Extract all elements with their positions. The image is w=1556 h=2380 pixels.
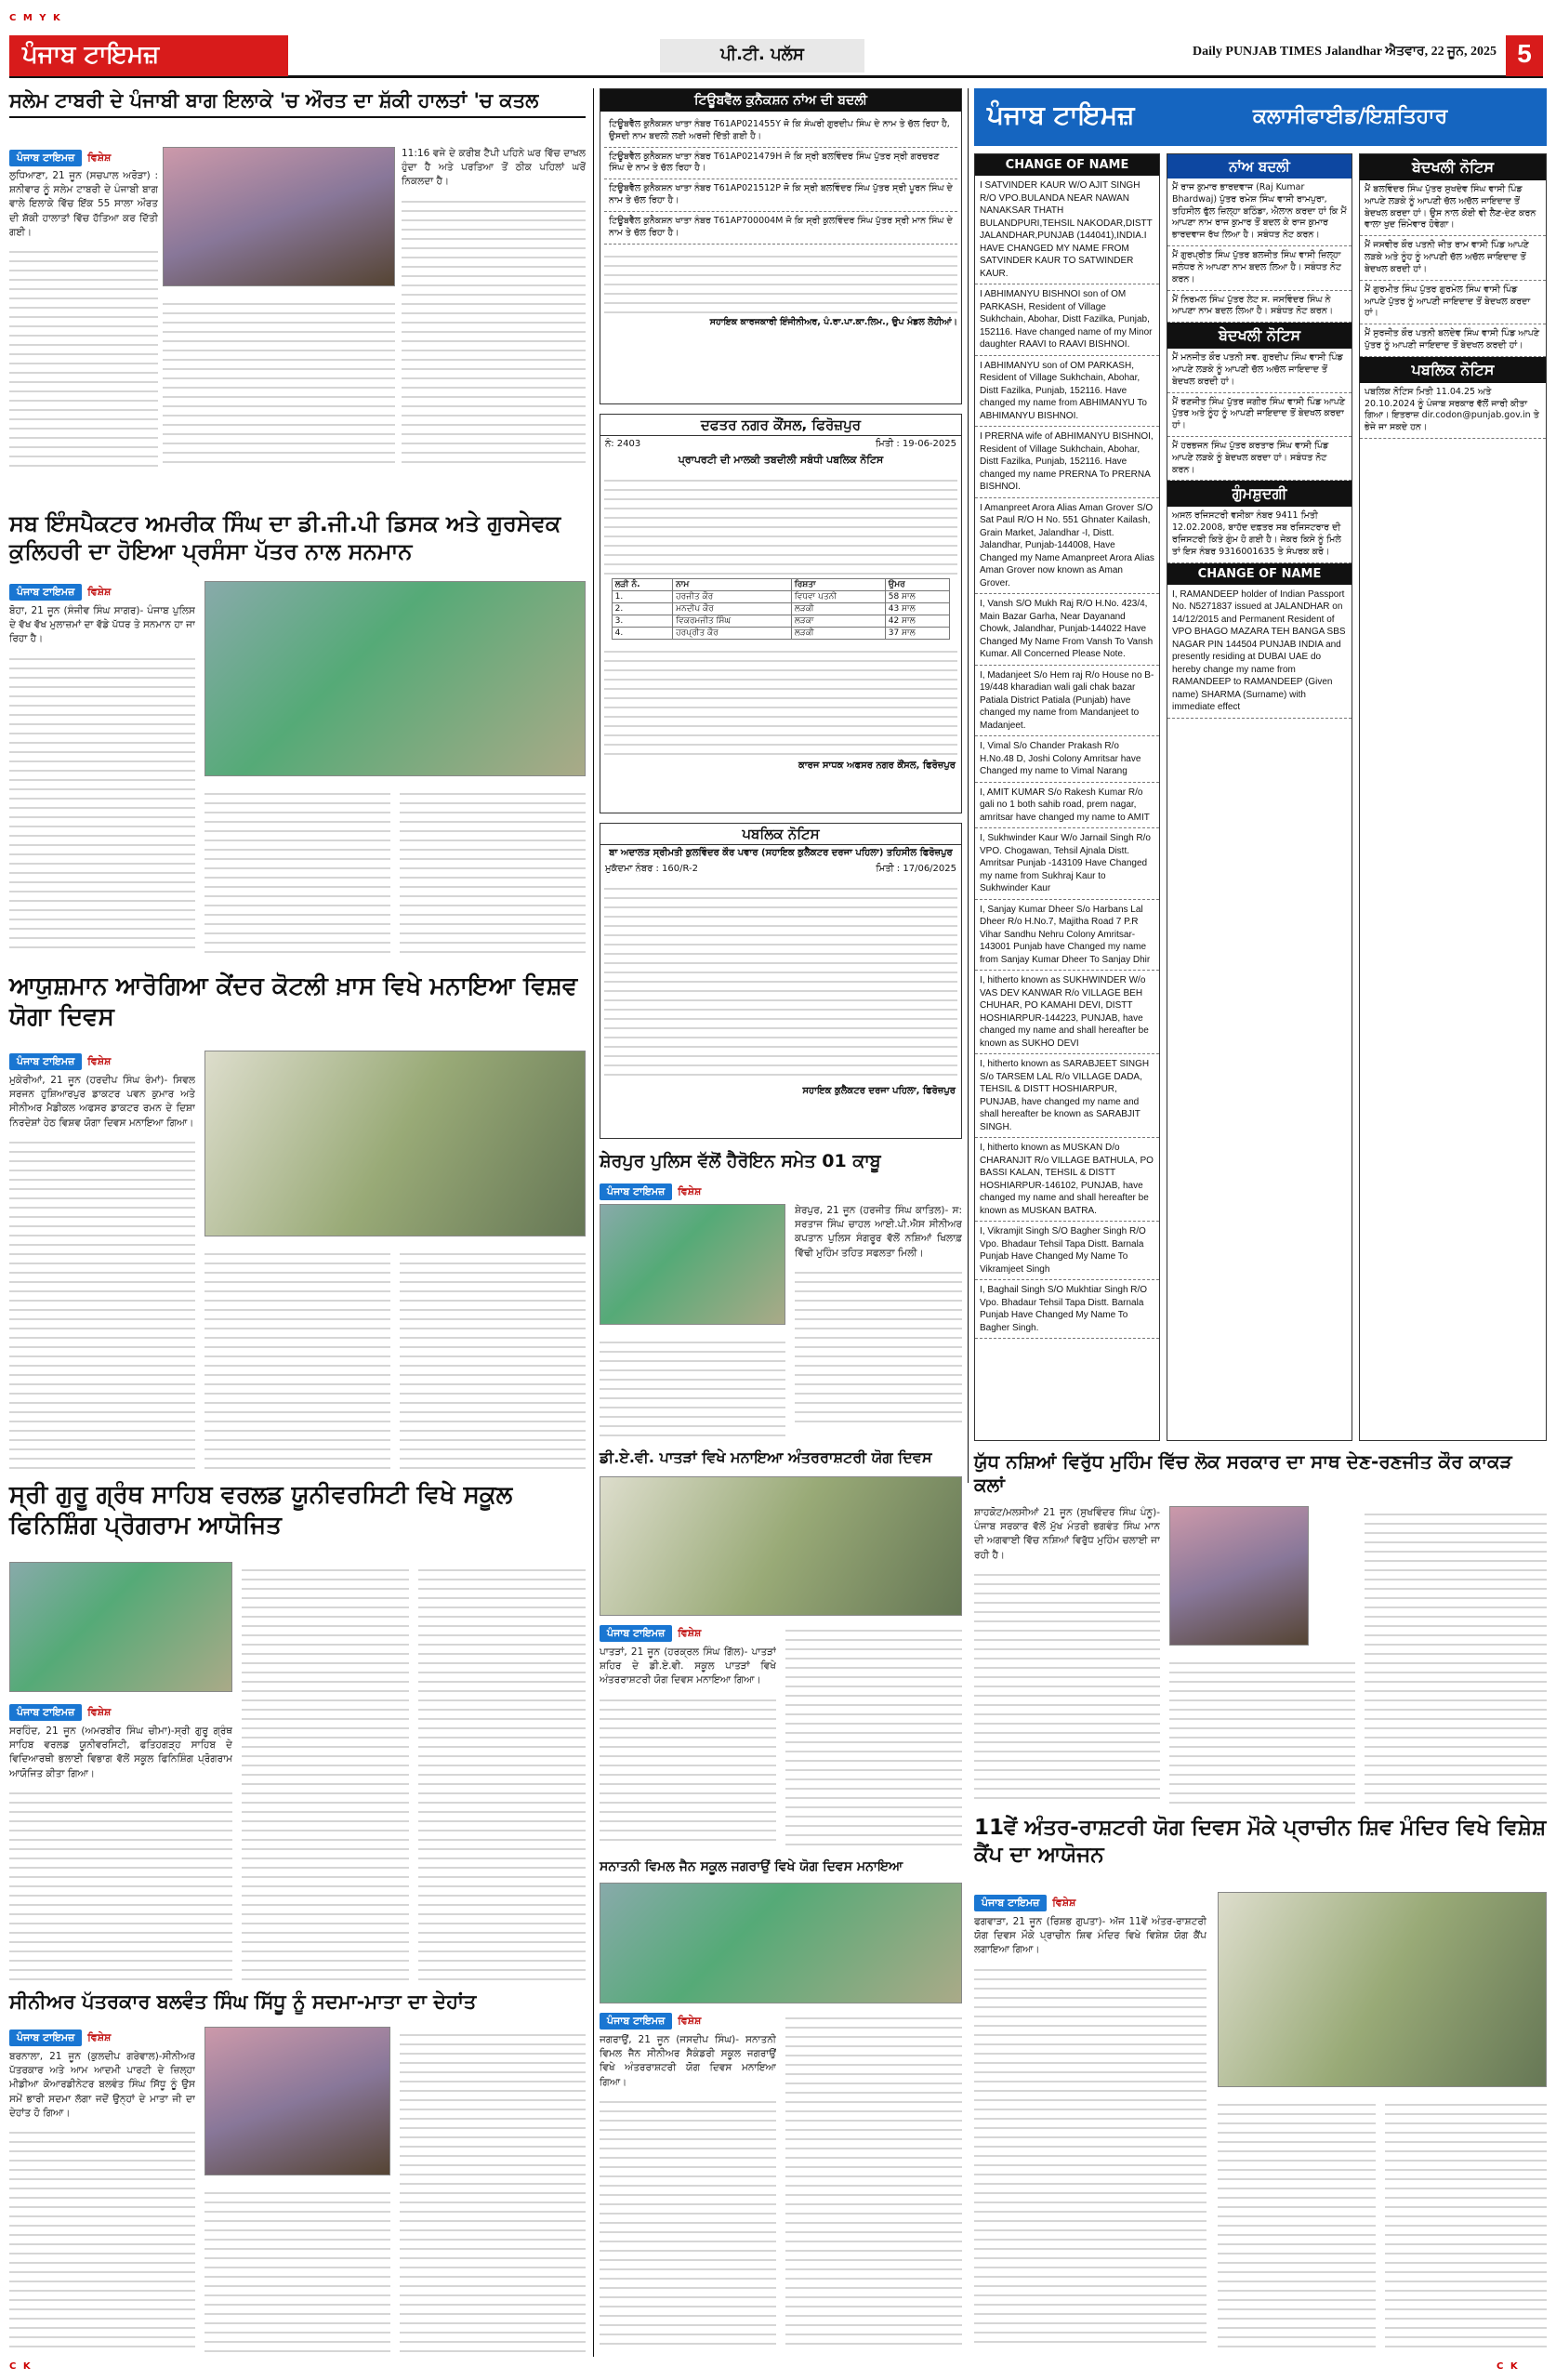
table-cell: 58 ਸਾਲ: [885, 591, 950, 603]
name-change-item: ਮੈਂ ਰਾਜ ਕੁਮਾਰ ਭਾਰਦਵਾਜ (Raj Kumar Bhardwaj) ਪੁੱਤਰ ਰਮੇਸ਼ ਸਿੰਘ ਵਾਸੀ ਰਾਮਪੁਰਾ, ਤਹਿਸੀਲ ਫੁੱਲ ਜ਼ਿਲ੍ਹਾ ਬਠਿੰਡਾ, ਐਲਾਨ ਕਰਦਾ ਹਾਂ ਕਿ ਮੈਂ ਆਪਣਾ ਨਾਮ ਰਾਜ ਕੁਮਾਰ ਤੋਂ ਬਦਲ ਕੇ ਰਾਜ ਕੁਮਾਰ ਭਾਰਦਵਾਜ ਰੱਖ ਲਿਆ ਹੈ। ਸਬੰਧਤ ਨੋਟ ਕਰਨ।: [1167, 178, 1352, 246]
classified-label: ਕਲਾਸੀਫਾਈਡ/ਇਸ਼ਤਿਹਾਰ: [1253, 105, 1448, 128]
municipal-notice-title: ਦਫਤਰ ਨਗਰ ਕੌਂਸਲ, ਫਿਰੋਜ਼ਪੁਰ: [600, 415, 961, 436]
article-1-lead: ਲੁਧਿਆਣਾ, 21 ਜੂਨ (ਸਚਪਾਲ ਅਰੋੜਾ) : ਸ਼ਨੀਵਾਰ ਨੂੰ ਸਲੇਮ ਟਾਬਰੀ ਦੇ ਪੰਜਾਬੀ ਬਾਗ ਵਾਲੇ ਇਲਾਕੇ ਵਿੱਚ ਇੱਕ 55 ਸਾਲਾ ਔਰਤ ਦੀ ਸ਼ੱਕੀ ਹਾਲਾਤਾਂ ਵਿੱਚ ਹੱਤਿਆ ਕਰ ਦਿੱਤੀ ਗਈ।: [9, 170, 158, 238]
article-10-text-col3: [1385, 2096, 1547, 2352]
change-of-name-item: I, hitherto known as SARABJEET SINGH S/o TARSEM LAL R/o VILLAGE DADA, TEHSIL & DISTT HOSHIARPUR, PUNJAB, have changed my name and shall hereafter be known as SARABJIT SINGH.: [975, 1054, 1159, 1138]
article-4-byline: [9, 1701, 232, 1721]
byline-badge: ਪੰਜਾਬ ਟਾਇਮਜ਼: [9, 150, 82, 166]
byline-tag: ਵਿਸ਼ੇਸ਼: [678, 1185, 702, 1197]
byline-tag: ਵਿਸ਼ੇਸ਼: [1052, 1897, 1076, 1909]
table-cell: 42 ਸਾਲ: [885, 615, 950, 628]
table-cell: ਲੜਕਾ: [791, 615, 885, 628]
municipal-notice-text-2: [604, 643, 957, 755]
change-of-name-item: I, Madanjeet S/o Hem raj R/o House no B-19/448 kharadian wali gali chak bazar Patiala District Patiala (Punjab) have changed my name from Mandanjeet to Madanjeet.: [975, 666, 1159, 737]
public-notice-item: ਪਬਲਿਕ ਨੋਟਿਸ ਮਿਤੀ 11.04.25 ਅਤੇ 20.10.2024 ਨੂੰ ਪੰਜਾਬ ਸਰਕਾਰ ਵੱਲੋਂ ਜਾਰੀ ਕੀਤਾ ਗਿਆ। ਇਤਰਾਜ਼ dir.codon@punjab.gov.in ਤੇ ਭੇਜੇ ਜਾ ਸਕਦੇ ਹਨ।: [1360, 383, 1546, 439]
municipal-notice-signature: ਕਾਰਜ ਸਾਧਕ ਅਫਸਰ ਨਗਰ ਕੌਂਸਲ, ਫਿਰੋਜ਼ਪੁਰ: [798, 760, 956, 771]
article-6-byline: [600, 1181, 962, 1200]
name-change-list: [1167, 178, 1352, 323]
tubewell-item: ਟਿਊਬਵੈੱਲ ਕੁਨੈਕਸ਼ਨ ਖਾਤਾ ਨੰਬਰ T61AP700004M ਜੋ ਕਿ ਸ੍ਰੀ ਕੁਲਵਿੰਦਰ ਸਿੰਘ ਪੁੱਤਰ ਸ੍ਰੀ ਮਾਨ ਸਿੰਘ ਦੇ ਨਾਮ ਤੇ ਚੱਲ ਰਿਹਾ ਹੈ।: [604, 212, 957, 245]
article-9-title: ਯੁੱਧ ਨਸ਼ਿਆਂ ਵਿਰੁੱਧ ਮੁਹਿੰਮ ਵਿੱਚ ਲੋਕ ਸਰਕਾਰ ਦਾ ਸਾਥ ਦੇਣ-ਰਣਜੀਤ ਕੌਰ ਕਾਕੜ ਕਲਾਂ: [974, 1450, 1512, 1496]
article-7: [600, 1448, 962, 1467]
table-cell: 43 ਸਾਲ: [885, 603, 950, 615]
name-change-item: ਮੈਂ ਗੁਰਪ੍ਰੀਤ ਸਿੰਘ ਪੁੱਤਰ ਬਲਜੀਤ ਸਿੰਘ ਵਾਸੀ ਜ਼ਿਲ੍ਹਾ ਜਲੰਧਰ ਨੇ ਆਪਣਾ ਨਾਮ ਬਦਲ ਲਿਆ ਹੈ। ਸਬੰਧਤ ਨੋਟ ਕਰਨ।: [1167, 246, 1352, 290]
change-of-name-item: I, AMIT KUMAR S/o Rakesh Kumar R/o gali no 1 both sahib road, prem nagar, amritsar have changed my name to AMIT: [975, 783, 1159, 829]
court-case-number: ਮੁਕੱਦਮਾ ਨੰਬਰ : 160/R-2: [605, 864, 699, 874]
article-4-text-col3: [418, 1562, 586, 1980]
article-9-body: [974, 1506, 1160, 1804]
article-7-photo: [600, 1476, 962, 1616]
article-3: [9, 972, 586, 1032]
article-1-title: ਸਲੇਮ ਟਾਬਰੀ ਦੇ ਪੰਜਾਬੀ ਬਾਗ ਇਲਾਕੇ 'ਚ ਔਰਤ ਦਾ ਸ਼ੱਕੀ ਹਾਲਤਾਂ 'ਚ ਕਤਲ: [9, 88, 586, 118]
article-10: [974, 1815, 1547, 1869]
table-row: [612, 628, 950, 640]
article-8-body: [600, 2033, 776, 2352]
article-3-text-col3: [400, 1246, 586, 1469]
name-change-heading: ਨਾਂਅ ਬਦਲੀ: [1167, 154, 1352, 178]
municipal-notice-subtitle: ਪ੍ਰਾਪਰਟੀ ਦੀ ਮਾਲਕੀ ਤਬਦੀਲੀ ਸਬੰਧੀ ਪਬਲਿਕ ਨੋਟਿਸ: [678, 454, 884, 466]
tubewell-notice-title: ਟਿਊਬਵੈੱਲ ਕੁਨੈਕਸ਼ਨ ਨਾਂਅ ਦੀ ਬਦਲੀ: [600, 89, 961, 112]
table-cell: ਹਰਪ੍ਰੀਤ ਕੌਰ: [673, 628, 792, 640]
byline-badge: ਪੰਜਾਬ ਟਾਇਮਜ਼: [9, 1053, 82, 1070]
tubewell-item: ਟਿਊਬਵੈੱਲ ਕੁਨੈਕਸ਼ਨ ਖਾਤਾ ਨੰਬਰ T61AP021455Y ਜੋ ਕਿ ਸੰਘਰੀ ਗੁਰਦੀਪ ਸਿੰਘ ਦੇ ਨਾਮ ਤੇ ਚੱਲ ਰਿਹਾ ਹੈ, ਉਸਦੀ ਨਾਮ ਬਦਲੀ ਲਈ ਅਰਜ਼ੀ ਦਿੱਤੀ ਗਈ ਹੈ।: [604, 115, 957, 148]
name-change-item: ਮੈਂ ਨਿਰਮਲ ਸਿੰਘ ਪੁੱਤਰ ਲੇਟ ਸ. ਜਸਵਿੰਦਰ ਸਿੰਘ ਨੇ ਆਪਣਾ ਨਾਮ ਬਦਲ ਲਿਆ ਹੈ। ਸਬੰਧਤ ਨੋਟ ਕਰਨ।: [1167, 291, 1352, 324]
eviction-item: ਮੈਂ ਗੁਰਮੀਤ ਸਿੰਘ ਪੁੱਤਰ ਗੁਰਮੇਲ ਸਿੰਘ ਵਾਸੀ ਪਿੰਡ ਆਪਣੇ ਪੁੱਤਰ ਨੂੰ ਆਪਣੀ ਜਾਇਦਾਦ ਤੋਂ ਬੇਦਖਲ ਕਰਦਾ ਹਾਂ।: [1360, 281, 1546, 324]
article-2-lead: ਬੋਹਾ, 21 ਜੂਨ (ਸੰਜੀਵ ਸਿੰਘ ਸਾਗਰ)- ਪੰਜਾਬ ਪੁਲਿਸ ਦੇ ਵੱਖ ਵੱਖ ਮੁਲਾਜ਼ਮਾਂ ਦਾ ਵੱਡੇ ਪੱਧਰ ਤੇ ਸਨਮਾਨ ਹਾ ਜਾ ਰਿਹਾ ਹੈ।: [9, 605, 195, 645]
table-cell: 4.: [612, 628, 673, 640]
article-3-body: [9, 1074, 195, 1469]
missing-list: [1167, 507, 1352, 562]
eviction-item: ਮੈਂ ਜਸਵੀਰ ਕੌਰ ਪਤਨੀ ਜੀਤ ਰਾਮ ਵਾਸੀ ਪਿੰਡ ਆਪਣੇ ਲੜਕੇ ਅਤੇ ਨੂੰਹ ਨੂੰ ਆਪਣੀ ਚੱਲ ਅਚੱਲ ਜਾਇਦਾਦ ਤੋਂ ਬੇਦਖਲ ਕਰਦੀ ਹਾਂ।: [1360, 236, 1546, 280]
municipal-heirs-table: [612, 578, 951, 640]
change-of-name-item: I, RAMANDEEP holder of Indian Passport No. N5271837 issued at JALANDHAR on 14/12/2015 and Permanent Resident of VPO BHAGO MAZARA TEH BANGA SBS NAGAR PIN 144504 PUNJAB INDIA and presently residing at DUBAI UAE do hereby change my name from RAMANDEEP to RAMANDEEP (Given name) SHARMA (Surname) with immediate effect: [1167, 585, 1352, 719]
article-8-title: ਸਨਾਤਨੀ ਵਿਮਲ ਜੈਨ ਸਕੂਲ ਜਗਰਾਉਂ ਵਿਖੇ ਯੋਗ ਦਿਵਸ ਮਨਾਇਆ: [600, 1859, 903, 1874]
classified-col-name-change: [1167, 153, 1352, 1441]
table-cell: ਲੜਕੀ: [791, 603, 885, 615]
page-number: 5: [1506, 35, 1543, 76]
change-of-name-item: I SATVINDER KAUR W/O AJIT SINGH R/O VPO.BULANDA NEAR NAWAN NANAKSAR THATH BULANDPURI,TEHSIL NAKODAR,DISTT JALANDHAR,PUNJAB (144041),INDIA.I HAVE CHANGED MY NAME FROM SATVINDER KAUR TO SATWINDER KAUR.: [975, 176, 1159, 284]
article-2-text-col2: [204, 786, 390, 958]
article-2-photo-police: [204, 581, 586, 776]
eviction-notice-heading: ਬੇਦਖਲੀ ਨੋਟਿਸ: [1360, 154, 1546, 180]
registration-marks: C M Y K: [9, 13, 62, 23]
table-cell: 3.: [612, 615, 673, 628]
paper-logo: ਪੰਜਾਬ ਟਾਇਮਜ਼: [9, 35, 288, 76]
change-of-name-item: I, Baghail Singh S/O Mukhtiar Singh R/O Vpo. Bhadaur Tehsil Tapa Distt. Barnala Punjab Have Changed My Name To Bagher Singh.: [975, 1280, 1159, 1339]
masthead: [9, 35, 1543, 78]
article-1-text-block: [9, 244, 158, 467]
change-of-name-item: I ABHIMANYU BISHNOI son of OM PARKASH, Resident of Village Sukhchain, Abohar, Distt Fazilka, Punjab, 152116. Have changed name of my Minor daughter RAAVI to RAAVI BISHNOI.: [975, 284, 1159, 356]
court-case-ref: [600, 861, 961, 877]
table-cell: ਮਨਦੀਪ ਕੌਰ: [673, 603, 792, 615]
article-5-text-col2: [204, 2185, 390, 2352]
article-8-text-col2: [785, 2010, 962, 2352]
article-5-text-block: [9, 2124, 195, 2352]
table-header: ਰਿਸ਼ਤਾ: [791, 579, 885, 591]
change-of-name-item: I, Vansh S/O Mukh Raj R/O H.No. 423/4, Main Bazar Garha, Near Dayanand Chowk, Jalandhar, Punjab-144022 Have Changed My Name From Vansh To Vansh Kumar. All Concerned Please Note.: [975, 594, 1159, 666]
article-8: [600, 1859, 962, 1876]
article-3-photo-yoga: [204, 1051, 586, 1236]
change-of-name-item: I, hitherto known as MUSKAN D/o CHARANJIT R/o VILLAGE BATHULA, PO BASSI KALAN, TEHSIL & DISTT HOSHIARPUR-146102, PUNJAB, have changed my name and shall hereafter be known as MUSKAN BATRA.: [975, 1138, 1159, 1222]
table-header: ਉਮਰ: [885, 579, 950, 591]
tubewell-signature: ਸਹਾਇਕ ਕਾਰਜਕਾਰੀ ਇੰਜੀਨੀਅਰ, ਪੰ.ਰਾ.ਪਾ.ਕਾ.ਲਿਮ., ਉਪ ਮੰਡਲ ਲੋਹੀਆਂ।: [709, 316, 957, 327]
article-10-byline: [974, 1892, 1207, 1911]
table-header: ਨਾਮ: [673, 579, 792, 591]
article-10-photo: [1218, 1892, 1547, 2087]
article-6-text-col1: [600, 1334, 785, 1436]
byline-badge: ਪੰਜਾਬ ਟਾਇਮਜ਼: [9, 2030, 82, 2046]
eviction-list-a: [1360, 180, 1546, 357]
article-2-byline: [9, 581, 195, 601]
municipal-notice-text: [604, 472, 957, 575]
article-3-text-block: [9, 1134, 195, 1469]
change-of-name-item: I, hitherto known as SUKHWINDER W/o VAS DEV KANWAR R/o VILLAGE BEH CHUHAR, PO KAMAHI DEVI, DISTT HOSHIARPUR-144223, PUNJAB, have changed my name and shall hereafter be known as SUKHO DEVI: [975, 971, 1159, 1054]
change-of-name-item: I, Vikramjit Singh S/O Bagher Singh R/O Vpo. Bhadaur Tehsil Tapa Distt. Barnala Punjab Have Changed My Name To Vikramjeet Singh: [975, 1222, 1159, 1280]
eviction-item: ਮੈਂ ਬਲਵਿੰਦਰ ਸਿੰਘ ਪੁੱਤਰ ਸੁਖਦੇਵ ਸਿੰਘ ਵਾਸੀ ਪਿੰਡ ਆਪਣੇ ਲੜਕੇ ਨੂੰ ਆਪਣੀ ਚੱਲ ਅਚੱਲ ਜਾਇਦਾਦ ਤੋਂ ਬੇਦਖਲ ਕਰਦਾ ਹਾਂ। ਉਸ ਨਾਲ ਕੋਈ ਵੀ ਲੈਣ-ਦੇਣ ਕਰਨ ਵਾਲਾ ਖੁਦ ਜ਼ਿੰਮੇਵਾਰ ਹੋਵੇਗਾ।: [1360, 180, 1546, 236]
tubewell-item: ਟਿਊਬਵੈੱਲ ਕੁਨੈਕਸ਼ਨ ਖਾਤਾ ਨੰਬਰ T61AP021479H ਜੋ ਕਿ ਸ੍ਰੀ ਬਲਵਿੰਦਰ ਸਿੰਘ ਪੁੱਤਰ ਸ੍ਰੀ ਗਰਚਰਣ ਸਿੰਘ ਦੇ ਨਾਮ ਤੇ ਚੱਲ ਰਿਹਾ ਹੈ।: [604, 148, 957, 180]
byline-tag: ਵਿਸ਼ੇਸ਼: [678, 2015, 702, 2027]
byline-badge: ਪੰਜਾਬ ਟਾਇਮਜ਼: [600, 1183, 672, 1200]
article-4-body: [9, 1725, 232, 1980]
byline-tag: ਵਿਸ਼ੇਸ਼: [87, 1706, 112, 1718]
eviction-list-b: [1167, 349, 1352, 481]
municipal-notice-number: ਨੰ: 2403: [605, 439, 641, 449]
article-4-photo: [9, 1562, 232, 1692]
article-10-text-col2: [1218, 2096, 1376, 2352]
registration-marks-bottom-left: C K: [9, 2361, 33, 2372]
article-1-photo-victim: [163, 147, 395, 286]
public-notice-heading: ਪਬਲਿਕ ਨੋਟਿਸ: [1360, 357, 1546, 383]
article-7-text-col2: [785, 1622, 962, 1850]
public-notice-body: [1360, 383, 1546, 439]
court-name: ਬਾ ਅਦਾਲਤ ਸ੍ਰੀਮਤੀ ਕੁਲਵਿੰਦਰ ਕੌਰ ਪਵਾਰ (ਸਹਾਇਕ ਕੁਲੈਕਟਰ ਦਰਜਾ ਪਹਿਲਾ) ਤਹਿਸੀਲ ਫਿਰੋਜ਼ਪੁਰ: [609, 848, 953, 858]
classified-logo: ਪੰਜਾਬ ਟਾਇਮਜ਼: [987, 99, 1135, 130]
byline-badge: ਪੰਜਾਬ ਟਾਇਮਜ਼: [9, 1704, 82, 1721]
byline-badge: ਪੰਜਾਬ ਟਾਇਮਜ਼: [9, 584, 82, 601]
article-1-text-col3: [402, 193, 586, 467]
article-2: [9, 509, 586, 565]
article-6-lead: ਸ਼ੇਰਪੁਰ, 21 ਜੂਨ (ਹਰਜੀਤ ਸਿੰਘ ਕਾਤਿਲ)- ਸ: ਸਰਤਾਜ ਸਿੰਘ ਚਾਹਲ ਆਈ.ਪੀ.ਐਸ ਸੀਨੀਅਰ ਕਪਤਾਨ ਪੁਲਿਸ ਸੰਗਰੂਰ ਵੱਲੋਂ ਨਸ਼ਿਆਂ ਖਿਲਾਫ਼ ਵਿੱਢੀ ਮੁਹਿੰਮ ਤਹਿਤ ਸਫਲਤਾ ਮਿਲੀ।: [795, 1205, 962, 1259]
tubewell-item: ਟਿਊਬਵੈੱਲ ਕੁਨੈਕਸ਼ਨ ਖਾਤਾ ਨੰਬਰ T61AP021512P ਜੋ ਕਿ ਸ੍ਰੀ ਬਲਵਿੰਦਰ ਸਿੰਘ ਪੁੱਤਰ ਸ੍ਰੀ ਪੂਰਨ ਸਿੰਘ ਦੇ ਨਾਮ ਤੇ ਚੱਲ ਰਿਹਾ ਹੈ।: [604, 179, 957, 212]
table-row: [612, 591, 950, 603]
eviction-item: ਮੈਂ ਹਰਭਜਨ ਸਿੰਘ ਪੁੱਤਰ ਕਰਤਾਰ ਸਿੰਘ ਵਾਸੀ ਪਿੰਡ ਆਪਣੇ ਲੜਕੇ ਨੂੰ ਬੇਦਖਲ ਕਰਦਾ ਹਾਂ। ਸਬੰਧਤ ਨੋਟ ਕਰਨ।: [1167, 437, 1352, 481]
classified-col-change-of-name: [974, 153, 1160, 1441]
table-row: [612, 603, 950, 615]
article-5-photo-mother: [204, 2027, 390, 2175]
article-9-text-block: [974, 1567, 1160, 1799]
article-2-text-block: [9, 651, 195, 948]
article-2-body: [9, 604, 195, 958]
change-of-name-list: [975, 176, 1159, 1339]
byline-tag: ਵਿਸ਼ੇਸ਼: [87, 1055, 112, 1067]
article-8-byline: [600, 2010, 785, 2030]
byline-tag: ਵਿਸ਼ੇਸ਼: [87, 586, 112, 598]
article-7-title: ਡੀ.ਏ.ਵੀ. ਪਾਤੜਾਂ ਵਿਖੇ ਮਨਾਇਆ ਅੰਤਰਰਾਸ਼ਟਰੀ ਯੋਗ ਦਿਵਸ: [600, 1448, 932, 1466]
section-tag: ਪੀ.ਟੀ. ਪਲੱਸ: [660, 39, 864, 73]
article-8-photo: [600, 1883, 962, 2003]
article-7-lead: ਪਾਤੜਾਂ, 21 ਜੂਨ (ਹਰਕ੍ਰਲ ਸਿੰਘ ਗਿੱਲ)- ਪਾਤੜਾਂ ਸ਼ਹਿਰ ਦੇ ਡੀ.ਏ.ਵੀ. ਸਕੂਲ ਪਾਤੜਾਂ ਵਿਖੇ ਅੰਤਰਰਾਸ਼ਟਰੀ ਯੋਗ ਦਿਵਸ ਮਨਾਇਆ ਗਿਆ।: [600, 1646, 776, 1686]
article-1-text-col2: [163, 296, 395, 467]
municipal-notice-date: ਮਿਤੀ : 19-06-2025: [875, 439, 956, 449]
article-7-text-block: [600, 1692, 776, 1841]
article-1: [9, 88, 586, 118]
article-9: [974, 1450, 1547, 1497]
article-9-lead: ਸ਼ਾਹਕੋਟ/ਮਲਸੀਆਂ 21 ਜੂਨ (ਸੁਖਵਿੰਦਰ ਸਿੰਘ ਪੰਨੂ)-ਪੰਜਾਬ ਸਰਕਾਰ ਵੱਲੋਂ ਮੁੱਖ ਮੰਤਰੀ ਭਗਵੰਤ ਸਿੰਘ ਮਾਨ ਦੀ ਅਗਵਾਈ ਵਿੱਚ ਨਸ਼ਿਆਂ ਵਿਰੁੱਧ ਮੁਹਿੰਮ ਚਲਾਈ ਜਾ ਰਹੀ ਹੈ।: [974, 1507, 1160, 1561]
byline-badge: ਪੰਜਾਬ ਟਾਇਮਜ਼: [600, 1625, 672, 1642]
article-5-text-col3: [400, 2027, 586, 2352]
change-of-name-item: I, Sukhwinder Kaur W/o Jarnail Singh R/o VPO. Chogawan, Tehsil Ajnala Distt. Amritsar Punjab -143109 Have Changed my name from Sukhraj Kaur to Sukhwinder Kaur: [975, 828, 1159, 900]
article-5-body: [9, 2050, 195, 2352]
article-10-lead: ਫਗਵਾੜਾ, 21 ਜੂਨ (ਰਿਸ਼ਭ ਗੁਪਤਾ)- ਅੱਜ 11ਵੇਂ ਅੰਤਰ-ਰਾਸ਼ਟਰੀ ਯੋਗ ਦਿਵਸ ਮੌਕੇ ਪ੍ਰਾਚੀਨ ਸ਼ਿਵ ਮੰਦਿਰ ਵਿਖੇ ਵਿਸ਼ੇਸ਼ ਯੋਗ ਕੈਂਪ ਲਗਾਇਆ ਗਿਆ।: [974, 1916, 1207, 1956]
article-7-body: [600, 1646, 776, 1850]
dateline: Daily PUNJAB TIMES Jalandhar ਐਤਵਾਰ, 22 ਜੂਨ, 2025: [1193, 45, 1497, 59]
article-10-title: 11ਵੇਂ ਅੰਤਰ-ਰਾਸ਼ਟਰੀ ਯੋਗ ਦਿਵਸ ਮੌਕੇ ਪ੍ਰਾਚੀਨ ਸ਼ਿਵ ਮੰਦਿਰ ਵਿਖੇ ਵਿਸ਼ੇਸ਼ ਕੈਂਪ ਦਾ ਆਯੋਜਨ: [974, 1816, 1547, 1867]
byline-tag: ਵਿਸ਼ੇਸ਼: [87, 2031, 112, 2043]
article-2-text-col3: [400, 786, 586, 958]
article-5-lead: ਬਰਨਾਲਾ, 21 ਜੂਨ (ਕੁਲਦੀਪ ਗਰੇਵਾਲ)-ਸੀਨੀਅਰ ਪੱਤਰਕਾਰ ਅਤੇ ਆਮ ਆਦਮੀ ਪਾਰਟੀ ਦੇ ਜ਼ਿਲ੍ਹਾ ਮੀਡੀਆ ਕੋਆਰਡੀਨੇਟਰ ਬਲਵੰਤ ਸਿੰਘ ਸਿੱਧੂ ਨੂੰ ਉਸ ਸਮੇਂ ਭਾਰੀ ਸਦਮਾ ਲੱਗਾ ਜਦੋਂ ਉਨ੍ਹਾਂ ਦੇ ਮਾਤਾ ਜੀ ਦਾ ਦੇਹਾਂਤ ਹੋ ਗਿਆ।: [9, 2051, 195, 2119]
table-row: [612, 615, 950, 628]
table-cell: 2.: [612, 603, 673, 615]
article-5-byline: [9, 2027, 195, 2046]
eviction-item: ਮੈਂ ਰਣਜੀਤ ਸਿੰਘ ਪੁੱਤਰ ਜਗੀਰ ਸਿੰਘ ਵਾਸੀ ਪਿੰਡ ਆਪਣੇ ਪੁੱਤਰ ਅਤੇ ਨੂੰਹ ਨੂੰ ਆਪਣੀ ਜਾਇਦਾਦ ਤੋਂ ਬੇਦਖਲ ਕਰਦਾ ਹਾਂ।: [1167, 393, 1352, 437]
change-of-name-item: I, Sanjay Kumar Dheer S/o Harbans Lal Dheer R/o H.No.7, Majitha Road 7 P.R Vihar Sandhu Nehru Colony Amritsar-143001 Punjab have Changed my name from Sanjay Kumar Dheer To Sanjay Dhir: [975, 900, 1159, 972]
missing-item: ਅਸਲ ਰਜਿਸਟਰੀ ਵਸੀਕਾ ਨੰਬਰ 9411 ਮਿਤੀ 12.02.2008, ਬਾਹੱਦ ਦਫ਼ਤਰ ਸਬ ਰਜਿਸਟਰਾਰ ਦੀ ਰਜਿਸਟਰੀ ਕਿਤੇ ਗੁੰਮ ਹੋ ਗਈ ਹੈ। ਜੇਕਰ ਕਿਸੇ ਨੂੰ ਮਿਲੇ ਤਾਂ ਇਸ ਨੰਬਰ 9316001635 ਤੇ ਸੰਪਰਕ ਕਰੋ।: [1167, 507, 1352, 562]
table-cell: ਹਰਜੀਤ ਕੌਰ: [673, 591, 792, 603]
municipal-notice-ref: [600, 436, 961, 452]
article-4-text-block: [9, 1785, 232, 1980]
article-1-col3: [402, 147, 586, 467]
court-case-date: ਮਿਤੀ : 17/06/2025: [876, 864, 956, 874]
article-10-body: [974, 1915, 1207, 2352]
article-6-body: [795, 1204, 962, 1436]
municipal-notice: [600, 414, 962, 813]
article-9-text-col2: [1169, 1655, 1355, 1804]
article-1-more: 11:16 ਵਜੇ ਦੇ ਕਰੀਬ ਟੈਪੀ ਪਹਿਨੇ ਘਰ ਵਿੱਚ ਦਾਖਲ ਹੁੰਦਾ ਹੈ ਅਤੇ ਪਰਤਿਆ ਤੋਂ ਠੀਕ ਪਹਿਲਾਂ ਘਰੋਂ ਨਿਕਲਦਾ ਹੈ।: [402, 148, 586, 188]
article-4: [9, 1480, 586, 1540]
table-header: ਲੜੀ ਨੰ.: [612, 579, 673, 591]
article-6: [600, 1151, 962, 1173]
change-of-name-item: I Amanpreet Arora Alias Aman Grover S/O Sat Paul R/O H No. 551 Ghnater Kailash, Grain Market, Jalandhar -I, Distt. Jalandhar, Punjab-144008, Have Changed my Name Amanpreet Arora Alias Aman Grover now known as Aman Grover.: [975, 498, 1159, 595]
table-cell: ਵਿਧਵਾ ਪਤਨੀ: [791, 591, 885, 603]
article-5-title: ਸੀਨੀਅਰ ਪੱਤਰਕਾਰ ਬਲਵੰਤ ਸਿੰਘ ਸਿੱਧੂ ਨੂੰ ਸਦਮਾ-ਮਾਤਾ ਦਾ ਦੇਹਾਂਤ: [9, 1990, 477, 2013]
table-cell: ਵਿਕਰਮਜੀਤ ਸਿੰਘ: [673, 615, 792, 628]
court-notice-title: ਪਬਲਿਕ ਨੋਟਿਸ: [600, 824, 961, 845]
article-9-text-col3: [1365, 1506, 1547, 1804]
classified-banner: [974, 88, 1547, 146]
article-8-text-block: [600, 2094, 776, 2352]
column-divider: [968, 88, 969, 1483]
article-3-lead: ਮੁਕੇਰੀਆਂ, 21 ਜੂਨ (ਹਰਦੀਪ ਸਿੰਘ ਰੰਮਾਂ)- ਸਿਵਲ ਸਰਜਨ ਹੁਸ਼ਿਆਰਪੁਰ ਡਾਕਟਰ ਪਵਨ ਕੁਮਾਰ ਅਤੇ ਸੀਨੀਅਰ ਮੈਡੀਕਲ ਅਫਸਰ ਡਾਕਟਰ ਰਮਨ ਦੇ ਦਿਸ਼ਾ ਨਿਰਦੇਸ਼ਾਂ ਹੇਠ ਵਿਸ਼ਵ ਯੋਗਾ ਦਿਵਸ ਮਨਾਇਆ ਗਿਆ।: [9, 1075, 195, 1129]
tubewell-notice-items: [600, 112, 961, 332]
table-cell: ਲੜਕੀ: [791, 628, 885, 640]
column-divider: [593, 88, 594, 2357]
missing-heading: ਗੁੰਮਸ਼ੁਦਗੀ: [1167, 481, 1352, 507]
change-of-name-item: I PRERNA wife of ABHIMANYU BISHNOI, Resident of Village Sukhchain, Abohar, Distt Fazilka, Punjab, 152116. Have changed my name PRERNA To PRERNA BISHNOI.: [975, 427, 1159, 498]
article-10-text-block: [974, 1962, 1207, 2343]
article-7-byline: [600, 1622, 785, 1642]
article-9-photo: [1169, 1506, 1309, 1646]
tubewell-extra-text: [604, 248, 957, 313]
eviction-notice-heading: ਬੇਦਖਲੀ ਨੋਟਿਸ: [1167, 323, 1352, 349]
change-of-name-list-2: [1167, 585, 1352, 719]
article-3-title: ਆਯੁਸ਼ਮਾਨ ਆਰੋਗਿਆ ਕੇਂਦਰ ਕੋਟਲੀ ਖ਼ਾਸ ਵਿਖੇ ਮਨਾਇਆ ਵਿਸ਼ਵ ਯੋਗਾ ਦਿਵਸ: [9, 972, 578, 1031]
court-notice-text: [604, 880, 957, 1080]
registration-marks-bottom-right: C K: [1497, 2361, 1520, 2372]
tubewell-notice: [600, 88, 962, 404]
article-6-title: ਸ਼ੇਰਪੁਰ ਪੁਲਿਸ ਵੱਲੋਂ ਹੈਰੋਇਨ ਸਮੇਤ 01 ਕਾਬੂ: [600, 1151, 881, 1171]
byline-badge: ਪੰਜਾਬ ਟਾਇਮਜ਼: [600, 2013, 672, 2030]
article-2-title: ਸਬ ਇੰਸਪੈਕਟਰ ਅਮਰੀਕ ਸਿੰਘ ਦਾ ਡੀ.ਜੀ.ਪੀ ਡਿਸਕ ਅਤੇ ਗੁਰਸੇਵਕ ਕੁਲਿਹਰੀ ਦਾ ਹੋਇਆ ਪ੍ਰਸੰਸਾ ਪੱਤਰ ਨਾਲ ਸਨਮਾਨ: [9, 510, 561, 564]
table-cell: 1.: [612, 591, 673, 603]
article-3-text-col2: [204, 1246, 390, 1469]
article-6-text-block: [795, 1264, 962, 1422]
change-of-name-heading: CHANGE OF NAME: [975, 154, 1159, 176]
article-4-text-col2: [242, 1562, 409, 1980]
change-of-name-item: I, Vimal S/o Chander Prakash R/o H.No.48 D, Joshi Colony Amritsar have Changed my name to Vimal Narang: [975, 736, 1159, 783]
article-4-title: ਸ੍ਰੀ ਗੁਰੂ ਗ੍ਰੰਥ ਸਾਹਿਬ ਵਰਲਡ ਯੂਨੀਵਰਸਿਟੀ ਵਿਖੇ ਸਕੂਲ ਫਿਨਿਸ਼ਿੰਗ ਪ੍ਰੋਗਰਾਮ ਆਯੋਜਿਤ: [9, 1481, 513, 1540]
byline-tag: ਵਿਸ਼ੇਸ਼: [678, 1627, 702, 1639]
change-of-name-heading-2: CHANGE OF NAME: [1167, 563, 1352, 585]
eviction-item: ਮੈਂ ਮਨਜੀਤ ਕੌਰ ਪਤਨੀ ਸਵ. ਗੁਰਦੀਪ ਸਿੰਘ ਵਾਸੀ ਪਿੰਡ ਆਪਣੇ ਲੜਕੇ ਨੂੰ ਆਪਣੀ ਚੱਲ ਅਚੱਲ ਜਾਇਦਾਦ ਤੋਂ ਬੇਦਖਲ ਕਰਦੀ ਹਾਂ।: [1167, 349, 1352, 392]
court-notice-signature: ਸਹਾਇਕ ਕੁਲੈਕਟਰ ਦਰਜਾ ਪਹਿਲਾ, ਫਿਰੋਜ਼ਪੁਰ: [802, 1086, 956, 1096]
byline-tag: ਵਿਸ਼ੇਸ਼: [87, 152, 112, 164]
eviction-item: ਮੈਂ ਸੁਰਜੀਤ ਕੌਰ ਪਤਨੀ ਬਲਦੇਵ ਸਿੰਘ ਵਾਸੀ ਪਿੰਡ ਆਪਣੇ ਪੁੱਤਰ ਨੂੰ ਆਪਣੀ ਜਾਇਦਾਦ ਤੋਂ ਬੇਦਖਲ ਕਰਦੀ ਹਾਂ।: [1360, 324, 1546, 357]
article-1-body: [9, 169, 158, 467]
article-6-photo: [600, 1204, 785, 1325]
article-8-lead: ਜਗਰਾਉਂ, 21 ਜੂਨ (ਜਸਦੀਪ ਸਿੰਘ)- ਸਨਾਤਨੀ ਵਿਮਲ ਜੈਨ ਸੀਨੀਅਰ ਸੈਕੰਡਰੀ ਸਕੂਲ ਜਗਰਾਉਂ ਵਿਖੇ ਅੰਤਰਰਾਸ਼ਟਰੀ ਯੋਗ ਦਿਵਸ ਮਨਾਇਆ ਗਿਆ।: [600, 2034, 776, 2088]
article-1-byline: [9, 147, 158, 166]
table-cell: 37 ਸਾਲ: [885, 628, 950, 640]
court-public-notice: [600, 823, 962, 1139]
byline-badge: ਪੰਜਾਬ ਟਾਇਮਜ਼: [974, 1895, 1047, 1911]
classified-col-eviction: [1359, 153, 1547, 1441]
change-of-name-item: I ABHIMANYU son of OM PARKASH, Resident of Village Sukhchain, Abohar, Distt Fazilka, Punjab, 152116. Have changed my name from ABHIMANYU To ABHIMANYU BISHNOI.: [975, 356, 1159, 428]
article-4-lead: ਸਰਹਿੰਦ, 21 ਜੂਨ (ਅਮਰਬੀਰ ਸਿੰਘ ਚੀਮਾ)-ਸ੍ਰੀ ਗੁਰੂ ਗ੍ਰੰਥ ਸਾਹਿਬ ਵਰਲਡ ਯੂਨੀਵਰਸਿਟੀ, ਫਤਿਹਗੜ੍ਹ ਸਾਹਿਬ ਦੇ ਵਿਦਿਆਰਥੀ ਭਲਾਈ ਵਿਭਾਗ ਵੱਲੋਂ ਸਕੂਲ ਫਿਨਿਸ਼ਿੰਗ ਪ੍ਰੋਗਰਾਮ ਆਯੋਜਿਤ ਕੀਤਾ ਗਿਆ।: [9, 1726, 232, 1779]
article-5: [9, 1990, 586, 2014]
article-3-byline: [9, 1051, 195, 1070]
